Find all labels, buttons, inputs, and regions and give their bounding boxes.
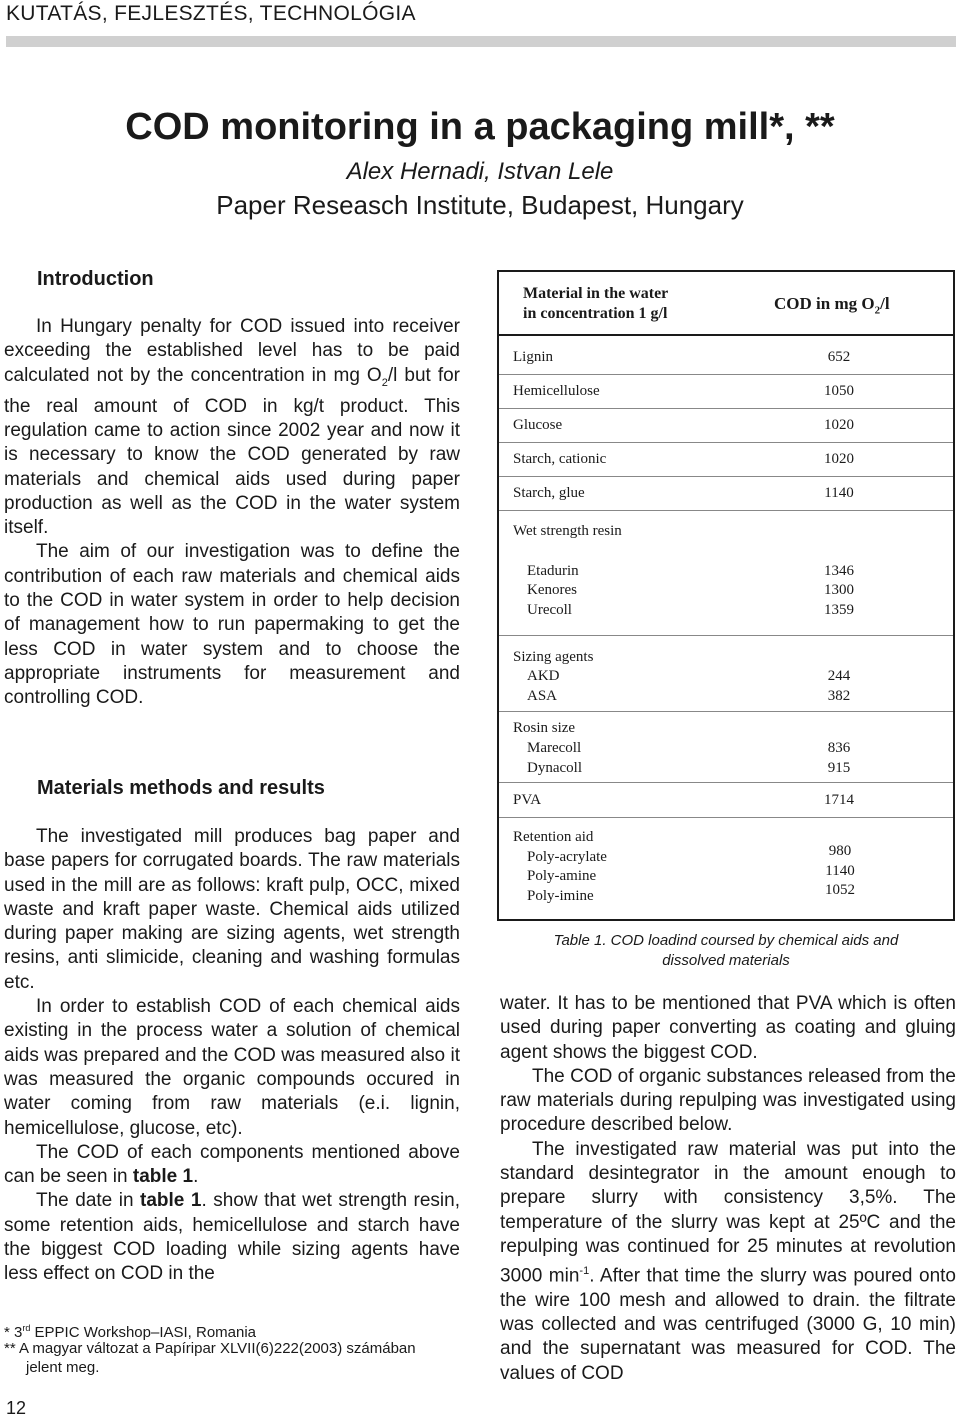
row-divider [499, 510, 953, 511]
methods-paragraph-3: The COD of each components mentioned above can be seen in table 1. [4, 1141, 460, 1188]
right-column-body [500, 992, 956, 1386]
row-divider [499, 635, 953, 636]
row-divider [499, 374, 953, 375]
table-row: Retention aid [513, 829, 594, 845]
table-row: AKD 244 [527, 668, 851, 684]
row-divider [499, 476, 953, 477]
methods-body [4, 825, 460, 1287]
table-row: Glucose 1020 [513, 417, 854, 433]
introduction-body [4, 315, 460, 711]
intro-paragraph-1: In Hungary penalty for COD issued into receiver exceeding the established level has to be paid calculated not by the concentration in mg $O_2/l$ but for the real amount of COD in kg/t product. This regulation came to action since 2002 year and now it is necessary to know the COD generated by raw materials and chemical aids used during paper production as well as the COD in the water system itself. [4, 316, 460, 539]
row-divider [499, 817, 953, 818]
row-divider [499, 782, 953, 783]
article-affiliation: Paper Reseasch Institute, Budapest, Hungary [216, 190, 744, 220]
article-authors: Alex Hernadi, Istvan Lele [346, 158, 614, 185]
table-row: Lignin 652 [513, 349, 851, 365]
cod-table [497, 270, 955, 921]
table-row: ASA 382 [527, 688, 851, 704]
intro-paragraph-2: The aim of our investigation was to define the contribution of each raw materials and chemical aids to the COD in water system in order to help decision of management how to run papermaking to get the less COD in water system and to choose the appropriate instruments for measurement and controlling COD. [4, 541, 460, 709]
table-row: Kenores 1300 [527, 582, 854, 598]
table-row: Hemicellulose 1050 [513, 383, 854, 399]
methods-heading: Materials methods and results [37, 777, 325, 799]
table-row: Etadurin 1346 [527, 563, 854, 579]
page-number: 12 [6, 1398, 27, 1418]
footnote-1: * 3rd EPPIC Workshop–IASI, Romania [4, 1323, 257, 1341]
methods-paragraph-1: The investigated mill produces bag paper and base papers for corrugated boards. The raw materials used in the mill are as follows: kraft pulp, OCC, mixed waste and kraft paper waste. Chemical aids utilized during paper making are sizing agents, wet strength resins, anti slimicide, cleaning and washing formulas etc. [4, 826, 460, 993]
table-row: Poly-acrylate [527, 849, 607, 865]
table-row: Marecoll 836 [527, 740, 851, 756]
row-divider [499, 408, 953, 409]
table-row: Urecoll 1359 [527, 602, 854, 618]
table-header-rule [499, 334, 953, 336]
table-row: Starch, cationic 1020 [513, 451, 854, 467]
table-row: Poly-amine [527, 868, 597, 884]
header-rule [6, 36, 956, 47]
table-header-cod: COD in mg $O_2/l$ [774, 294, 890, 317]
table-row: Sizing agents [513, 649, 594, 665]
right-paragraph-2: The COD of organic substances released from the raw materials during repulping was investigated using procedure described below. [500, 1065, 956, 1136]
footnote-2: ** A magyar változat a Papíripar XLVII(6)222(2003) számában jelent meg. [4, 1340, 416, 1376]
introduction-heading: Introduction [37, 268, 154, 290]
table-row: Poly-imine [527, 888, 594, 904]
table-row: Dynacoll 915 [527, 760, 851, 776]
row-divider [499, 442, 953, 443]
methods-paragraph-4: The date in table 1. show that wet strength resin, some retention aids, hemicellulose and starch have the biggest COD loading while sizing agents have less effect on COD in the [4, 1190, 460, 1285]
table-caption: Table 1. COD loadind coursed by chemical aids and dissolved materials [553, 932, 899, 969]
table-row: Starch, glue 1140 [513, 485, 854, 501]
table-row: Wet strength resin [513, 523, 622, 539]
right-paragraph-1: water. It has to be mentioned that PVA which is often used during paper converting as coating and gluing agent shows the biggest COD. [500, 993, 956, 1063]
article-title: COD monitoring in a packaging mill*, ** [125, 106, 835, 148]
row-divider [499, 711, 953, 712]
table-row: PVA 1714 [513, 792, 854, 808]
right-paragraph-3: The investigated raw material was put into the standard desintegrator in the amount enough to prepare slurry with consistency 3,5%. The temperature of the slurry was kept at 25ºC and the repulping was continued for 25 minutes at revolution 3000 $\min^{-1}$. After that time the slurry was poured onto the wire 100 mesh and allowed to drain. the filtrate was collected and was centrifuged (3000 G, 10 min) and the supernatant was measured for COD. The values of COD [500, 1138, 956, 1384]
table-row: Rosin size [513, 720, 576, 736]
journal-section-header: KUTATÁS, FEJLESZTÉS, TECHNOLÓGIA [6, 2, 416, 25]
retention-values: 980 1140 1052 [825, 843, 855, 898]
table-header-material: Material in the water in concentration 1 g/l [523, 285, 669, 322]
methods-paragraph-2: In order to establish COD of each chemical aids existing in the process water a solution of chemical aids was prepared and the COD was measured also it was measured the organic compounds occured in water coming from raw materials (e.i. lignin, hemicellulose, glucose, etc). [4, 996, 460, 1139]
